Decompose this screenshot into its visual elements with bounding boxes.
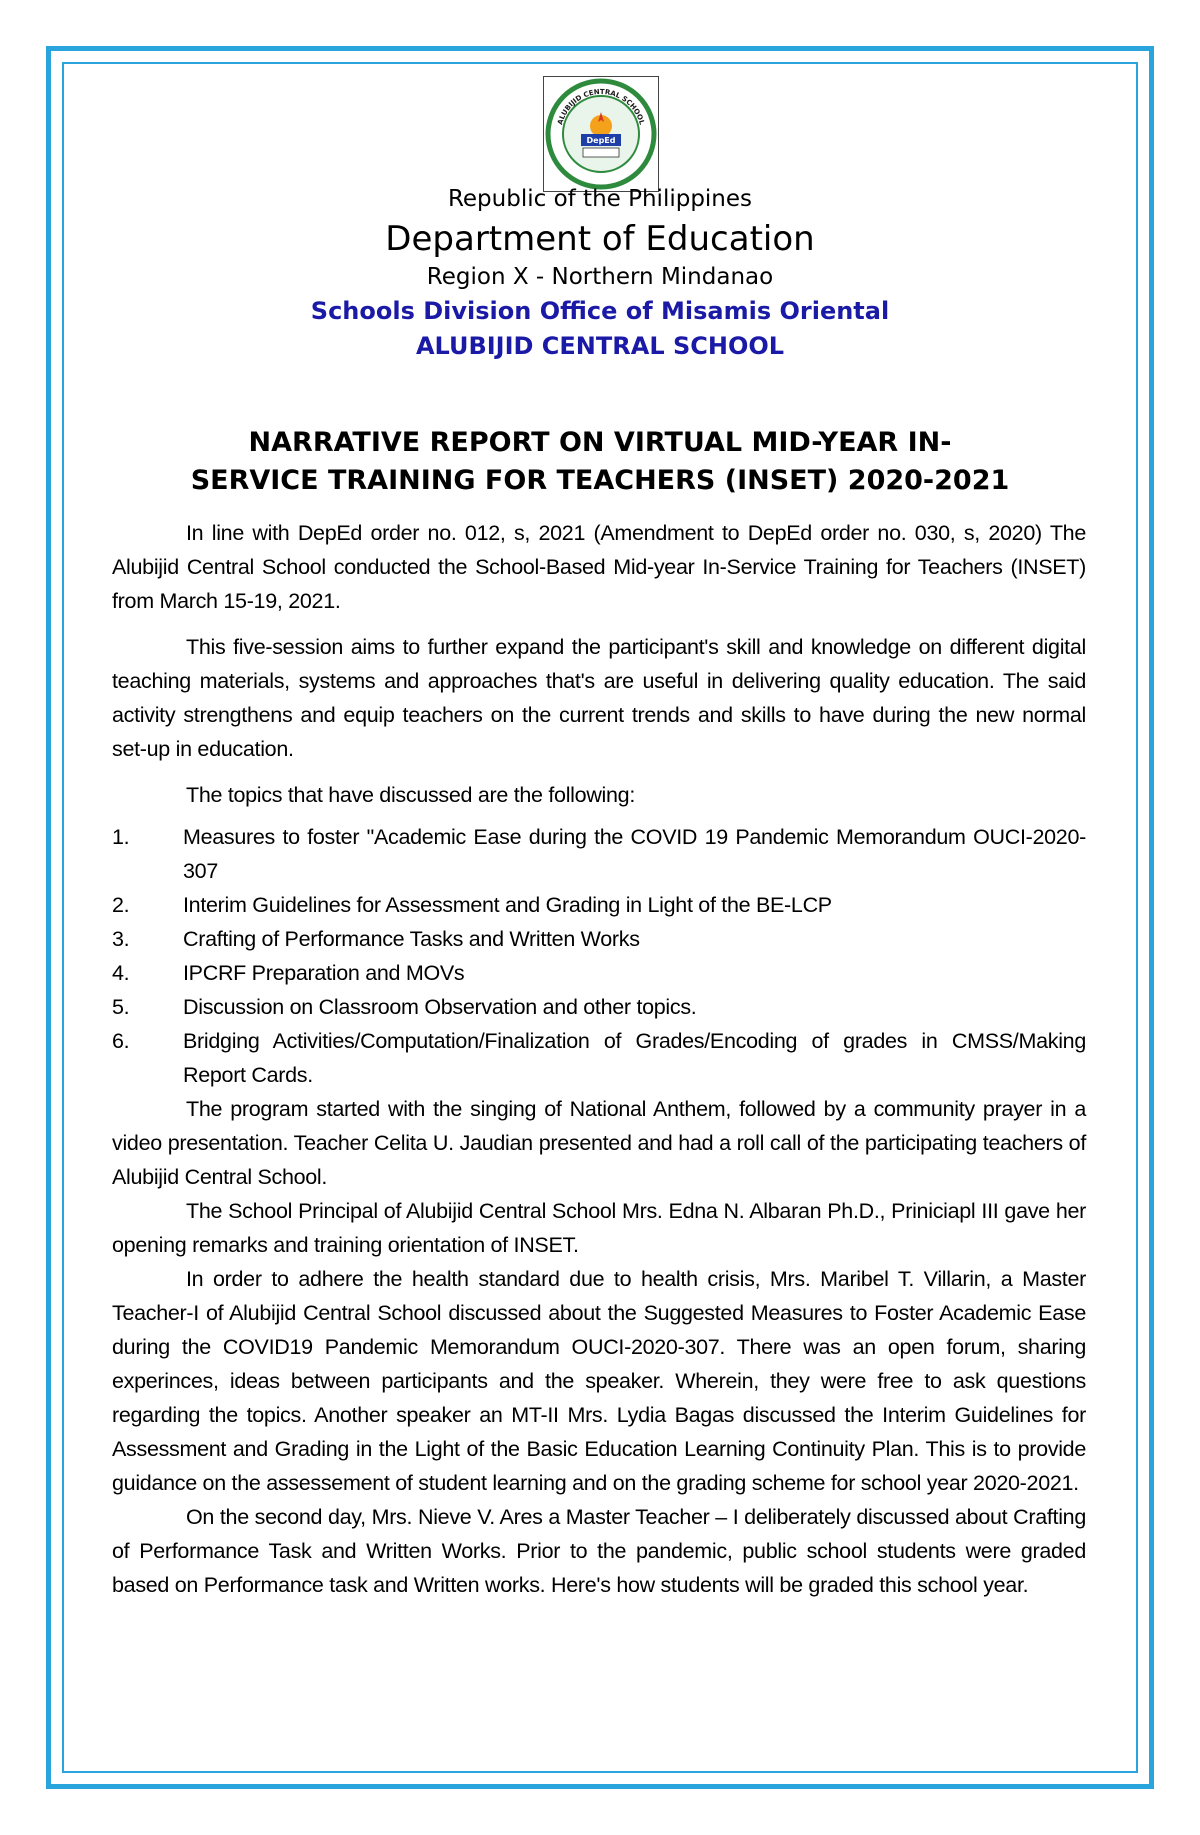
list-item [112,956,1086,990]
list-item-number: 5. [112,995,130,1019]
title-line-2: SERVICE TRAINING FOR TEACHERS (INSET) 2020-2021 [190,465,1010,496]
list-item-text: Measures to foster "Academic Ease during the COVID 19 Pandemic Memorandum OUCI-2020-307 [183,825,1086,883]
svg-text:ALUBIJID CENTRAL SCHOOL: ALUBIJID CENTRAL SCHOOL [556,87,646,126]
paragraph-day-one: In order to adhere the health standard due to health crisis, Mrs. Maribel T. Villarin, a Master Teacher-I of Alubijid Central School discussed about the Suggested Measures to Foster Academic Ease during the COVID19 Pandemic Memorandum OUCI-2020-307. There was an open forum, sharing experinces, ideas between participants and the speaker. Wherein, they were free to ask questions regarding the topics. Another speaker an MT-II Mrs. Lydia Bagas discussed the Interim Guidelines for Assessment and Grading in the Light of the Basic Education Learning Continuity Plan. This is to provide guidance on the assessement of student learning and on the grading scheme for school year 2020-2021. [112,1267,1086,1495]
paragraph-day-two: On the second day, Mrs. Nieve V. Ares a Master Teacher – I deliberately discussed about Crafting of Performance Task and Written Works. Prior to the pandemic, public school students were graded based on Performance task and Written works. Here's how students will be graded this school year. [112,1505,1086,1597]
title-line-1: NARRATIVE REPORT ON VIRTUAL MID-YEAR IN- [248,427,952,458]
paragraph-topics-intro: The topics that have discussed are the following: [186,783,636,807]
report-title [110,424,1090,500]
school-seal-logo [543,76,659,192]
paragraph-principal: The School Principal of Alubijid Central School Mrs. Edna N. Albaran Ph.D., Priniciapl III gave her opening remarks and training orientation of INSET. [112,1199,1086,1257]
list-item [112,922,1086,956]
list-item [112,1024,1086,1092]
list-item-number: 1. [112,825,130,849]
list-item-text: Bridging Activities/Computation/Finalization of Grades/Encoding of grades in CMSS/Making Report Cards. [183,1029,1086,1087]
list-item [112,820,1086,888]
header-republic: Republic of the Philippines [447,186,753,212]
report-body [112,516,1086,1602]
header-school: ALUBIJID CENTRAL SCHOOL [415,332,785,360]
list-item-text: IPCRF Preparation and MOVs [183,961,465,985]
list-item [112,990,1086,1024]
topics-list [112,820,1086,1092]
list-item-number: 6. [112,1029,130,1053]
list-item-text: Interim Guidelines for Assessment and Grading in Light of the BE-LCP [183,893,832,917]
header-division: Schools Division Office of Misamis Oriental [310,297,890,325]
paragraph-program-start: The program started with the singing of National Anthem, followed by a community prayer in a video presentation. Teacher Celita U. Jaudian presented and had a roll call of the participating teachers of Alubijid Central School. [112,1097,1086,1189]
svg-text:DepEd: DepEd [586,136,616,145]
list-item-number: 4. [112,961,130,985]
header-department: Department of Education [385,219,815,259]
header-region: Region X - Northern Mindanao [426,264,774,290]
paragraph-intro: In line with DepEd order no. 012, s, 2021 (Amendment to DepEd order no. 030, s, 2020) The Alubijid Central School conducted the School-Based Mid-year In-Service Training for Teachers (INSET) from March 15-19, 2021. [112,521,1086,613]
list-item-text: Crafting of Performance Tasks and Written Works [183,927,640,951]
paragraph-aims: This five-session aims to further expand the participant's skill and knowledge on different digital teaching materials, systems and approaches that's are useful in delivering quality education. The said activity strengthens and equip teachers on the current trends and skills to have during the new normal set-up in education. [112,635,1086,761]
list-item-number: 3. [112,927,130,951]
list-item-number: 2. [112,893,130,917]
list-item [112,888,1086,922]
list-item-text: Discussion on Classroom Observation and other topics. [183,995,697,1019]
